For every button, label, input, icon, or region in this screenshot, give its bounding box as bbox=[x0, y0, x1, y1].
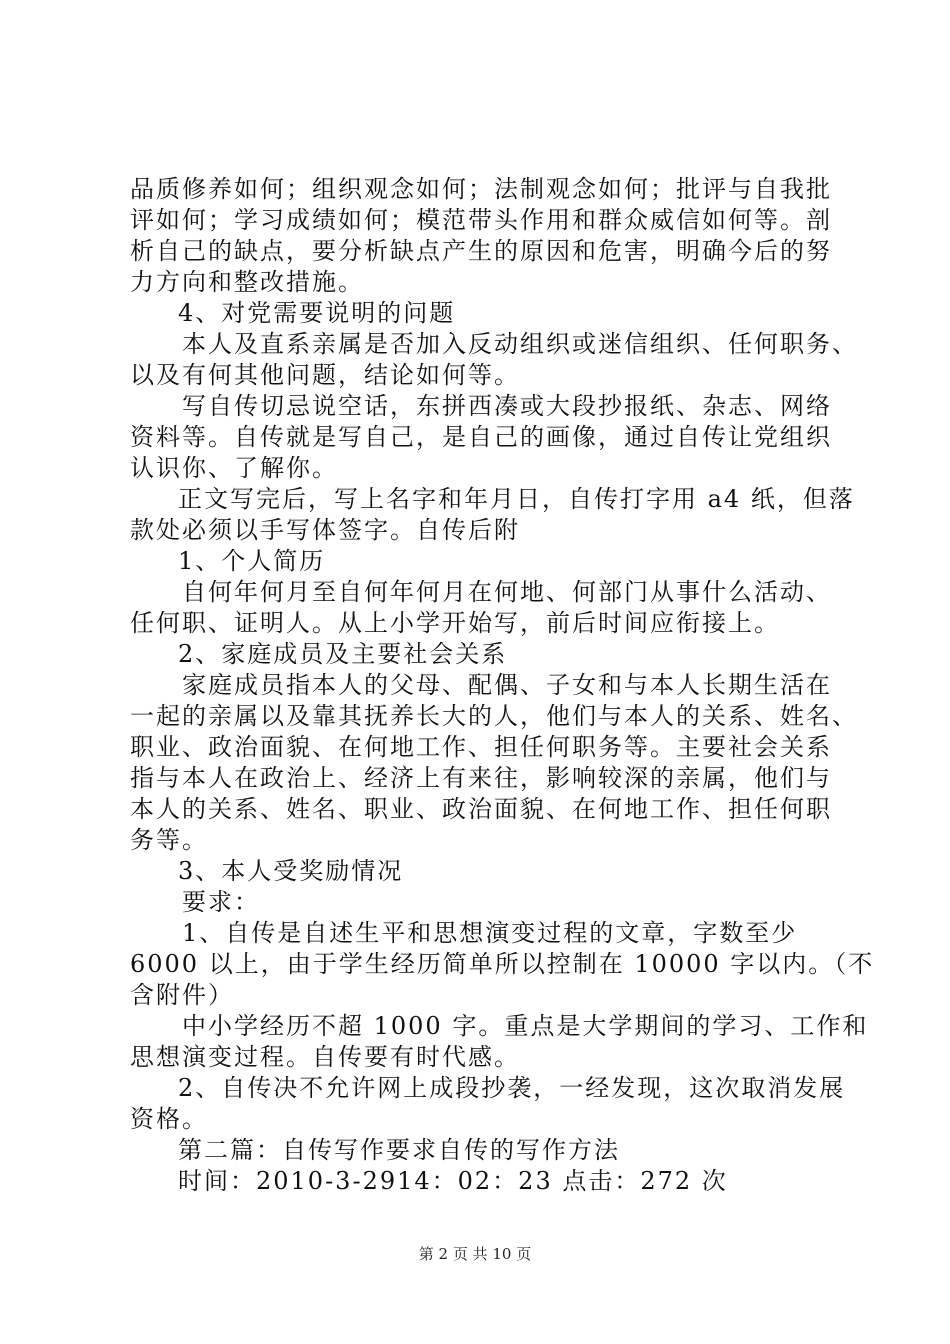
section-heading: 4、对党需要说明的问题 bbox=[178, 299, 456, 327]
text-line: 以及有何其他问题，结论如何等。 bbox=[130, 361, 520, 389]
section-heading: 3、本人受奖励情况 bbox=[178, 857, 404, 885]
text-line: 力方向和整改措施。 bbox=[130, 268, 364, 296]
text-line: 家庭成员指本人的父母、配偶、子女和与本人长期生活在 bbox=[182, 671, 832, 699]
text-line: 指与本人在政治上、经济上有来往，影响较深的亲属，他们与 bbox=[130, 764, 832, 792]
text-line: 中小学经历不超 1000 字。重点是大学期间的学习、工作和 bbox=[182, 1012, 869, 1040]
page-number-label: 第 2 页 共 10 页 bbox=[418, 1245, 532, 1263]
text-line: 本人及直系亲属是否加入反动组织或迷信组织、任何职务、 bbox=[182, 330, 858, 358]
text-line: 一起的亲属以及靠其抚养长大的人，他们与本人的关系、姓名、 bbox=[130, 702, 858, 730]
text-line: 资料等。自传就是写自己，是自己的画像，通过自传让党组织 bbox=[130, 423, 832, 451]
text-line: 认识你、了解你。 bbox=[130, 454, 338, 482]
document-body bbox=[130, 174, 875, 1197]
text-line: 含附件） bbox=[130, 981, 234, 1009]
text-line: 1、自传是自述生平和思想演变过程的文章，字数至少 bbox=[182, 919, 798, 947]
text-line: 职业、政治面貌、在何地工作、担任何职务等。主要社会关系 bbox=[130, 733, 832, 761]
text-line: 2、自传决不允许网上成段抄袭，一经发现，这次取消发展 bbox=[178, 1074, 846, 1102]
text-line: 6000 以上，由于学生经历简单所以控制在 10000 字以内。（不 bbox=[130, 950, 875, 978]
page-footer bbox=[0, 1244, 950, 1264]
text-line: 写自传切忌说空话，东拼西凑或大段抄报纸、杂志、网络 bbox=[182, 392, 832, 420]
text-line: 品质修养如何；组织观念如何；法制观念如何；批评与自我批 bbox=[130, 175, 832, 203]
text-line: 自何年何月至自何年何月在何地、何部门从事什么活动、 bbox=[182, 578, 832, 606]
section-heading: 2、家庭成员及主要社会关系 bbox=[178, 640, 508, 668]
text-line: 资格。 bbox=[130, 1105, 208, 1133]
section-heading: 1、个人简历 bbox=[178, 547, 326, 575]
text-line: 务等。 bbox=[130, 826, 208, 854]
text-line: 任何职、证明人。从上小学开始写，前后时间应衔接上。 bbox=[130, 609, 780, 637]
text-line: 评如何；学习成绩如何；模范带头作用和群众威信如何等。剖 bbox=[130, 206, 832, 234]
text-line: 思想演变过程。自传要有时代感。 bbox=[130, 1043, 520, 1071]
text-line: 时间：2010-3-2914：02：23 点击：272 次 bbox=[178, 1167, 728, 1195]
section-heading: 第二篇：自传写作要求自传的写作方法 bbox=[178, 1136, 620, 1164]
text-line: 析自己的缺点，要分析缺点产生的原因和危害，明确今后的努 bbox=[130, 237, 832, 265]
text-line: 正文写完后，写上名字和年月日，自传打字用 a4 纸，但落 bbox=[178, 485, 855, 513]
text-line: 款处必须以手写体签字。自传后附 bbox=[130, 516, 520, 544]
text-line: 本人的关系、姓名、职业、政治面貌、在何地工作、担任何职 bbox=[130, 795, 832, 823]
text-line: 要求： bbox=[182, 888, 260, 916]
